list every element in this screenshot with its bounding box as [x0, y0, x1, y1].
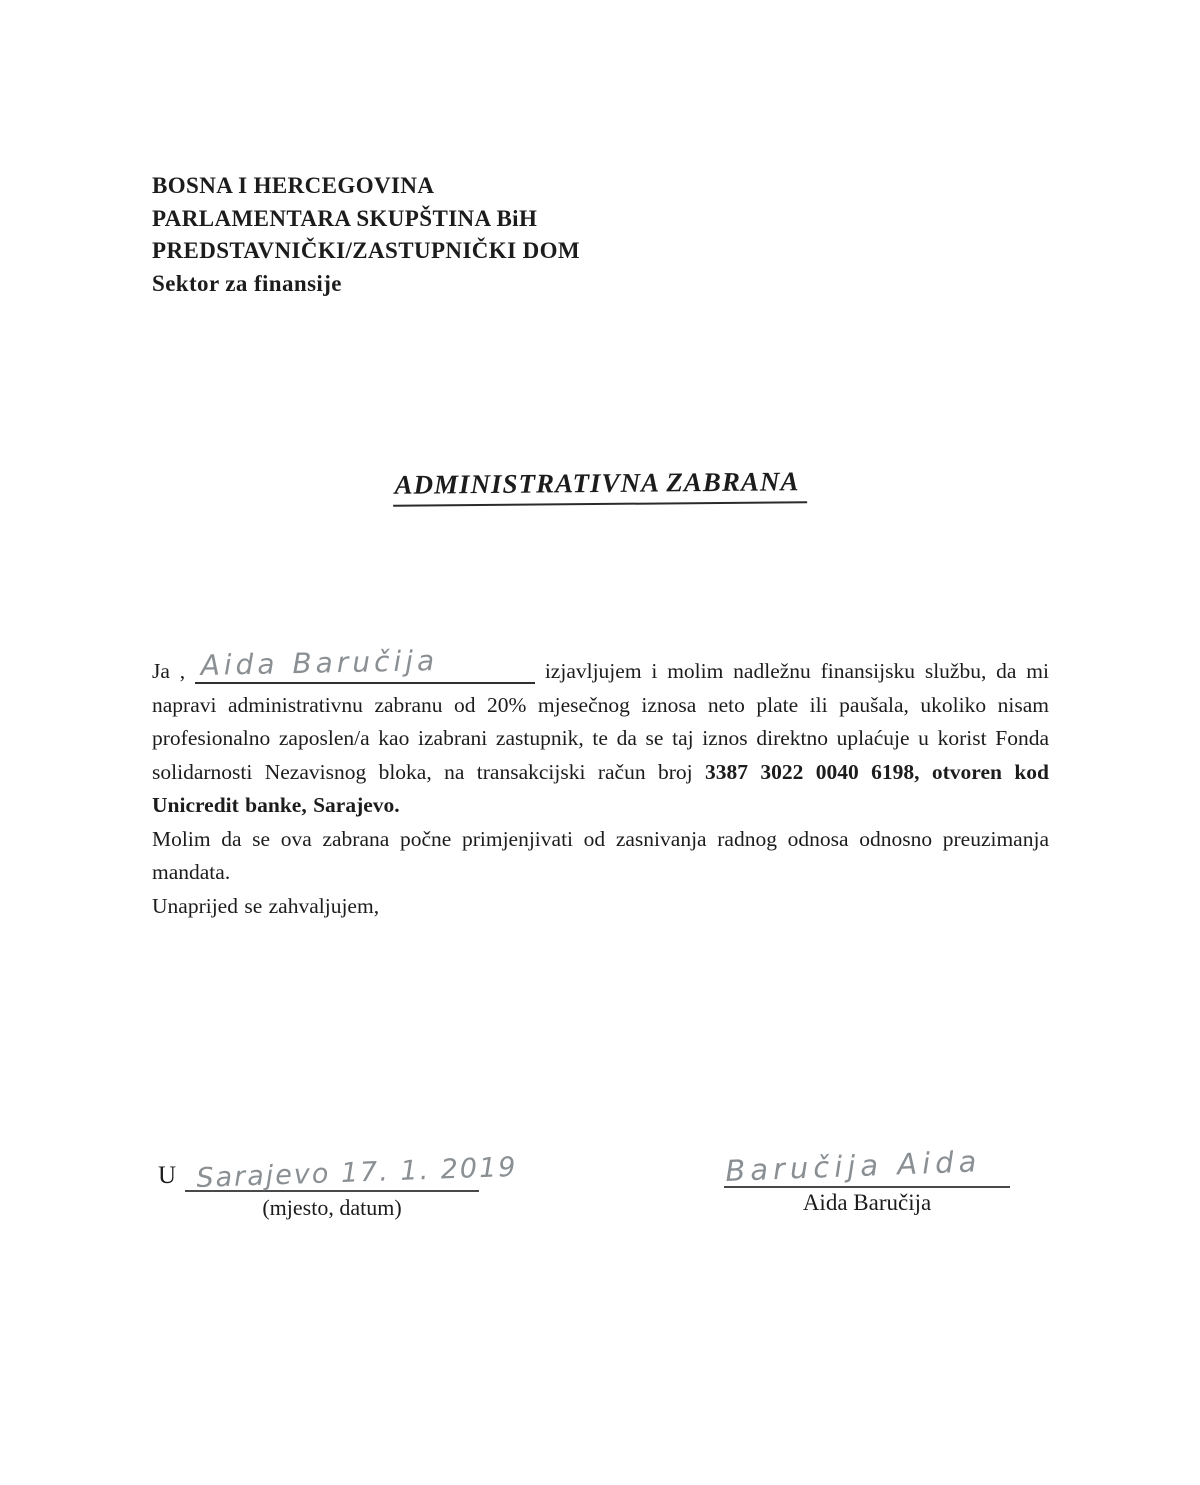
- place-date-caption: (mjesto, datum): [262, 1195, 402, 1220]
- title-container: [0, 463, 1200, 510]
- place-date-row: [158, 1146, 518, 1194]
- declaration-text: izjavljujem i molim nadležnu finansijsku službu, da mi napravi administrativnu zabranu od 20% mjesečnog iznosa neto plate ili paušala, ukoliko nisam profesionalno zaposlen/a kao izabrani zastupnik, te da se taj iznos direktno uplaćuje u korist Fonda solidarnosti Nezavisnog bloka, na transakcijski račun broj: [152, 659, 1050, 784]
- signer-name: Aida Baručija: [802, 1190, 932, 1215]
- letterhead-chamber: PREDSTAVNIČKI/ZASTUPNIČKI DOM: [152, 238, 581, 263]
- letterhead: [152, 170, 580, 300]
- letterhead-country: BOSNA I HERCEGOVINA: [152, 173, 435, 198]
- paragraph-declaration: [152, 643, 1050, 823]
- declaration-prefix: Ja ,: [152, 659, 186, 683]
- handwritten-place-date: Sarajevo 17. 1. 2019: [195, 1151, 518, 1194]
- signature-line: [724, 1134, 1010, 1188]
- handwritten-name: Aida Baručija: [200, 643, 439, 682]
- letter-body: [152, 643, 1050, 923]
- paragraph-thanks: Unaprijed se zahvaljujem,: [152, 893, 380, 918]
- place-date-block: [158, 1146, 518, 1221]
- letterhead-institution: PARLAMENTARA SKUPŠTINA BiH: [152, 205, 538, 231]
- place-prefix: U: [158, 1162, 177, 1189]
- place-date-line: [185, 1146, 518, 1194]
- document-title: ADMINISTRATIVNA ZABRANA: [392, 466, 807, 507]
- account-number-text: 3387 3022 0040 6198, otvoren kod Unicredit banke, Sarajevo.: [152, 759, 1049, 817]
- name-blank-line: [195, 643, 535, 684]
- signature-block: [724, 1134, 1010, 1216]
- paragraph-request: Molim da se ova zabrana počne primjenjivati od zasnivanja radnog odnosa odnosno preuzimanja mandata.: [152, 826, 1049, 884]
- handwritten-signature: Baručija Aida: [724, 1144, 982, 1188]
- letterhead-department: Sektor za finansije: [152, 270, 342, 296]
